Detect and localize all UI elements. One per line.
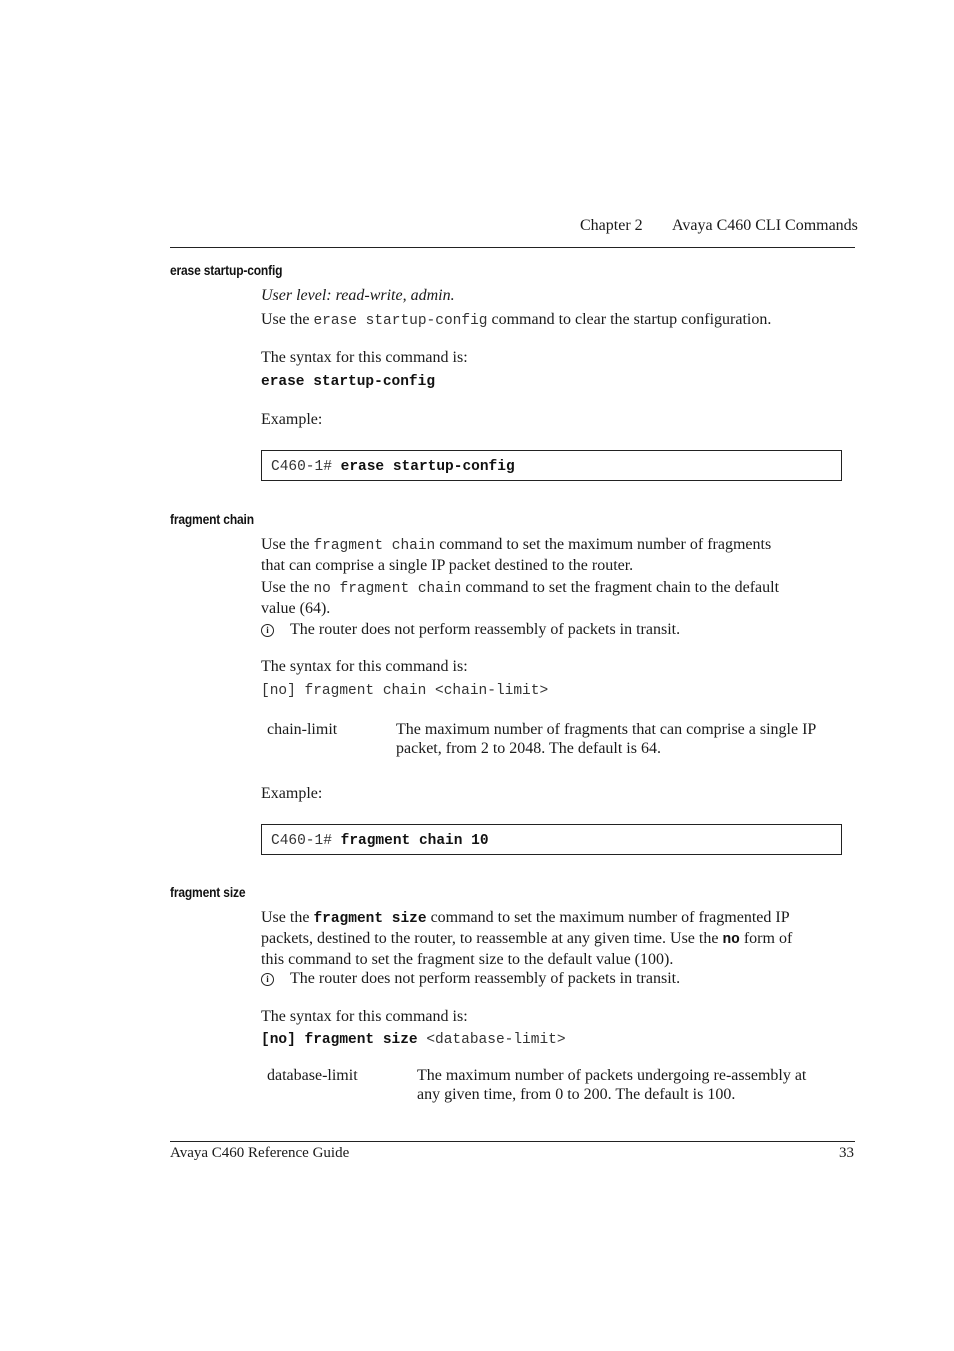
text: Use the xyxy=(261,579,314,596)
text: Use the xyxy=(261,909,314,926)
syntax-intro: The syntax for this command is: xyxy=(261,349,468,366)
inline-command: no xyxy=(722,932,740,948)
example-prompt: C460-1# xyxy=(271,459,341,475)
inline-command: fragment size xyxy=(313,911,427,927)
info-icon: i xyxy=(261,624,274,637)
section-heading-erase: erase startup-config xyxy=(170,262,283,278)
page-number: 33 xyxy=(839,1145,854,1161)
text: The maximum number of packets undergoing re-assembly at xyxy=(417,1067,807,1084)
syntax-command: [no] fragment chain <chain-limit> xyxy=(261,683,549,699)
syntax-argument: <database-limit> xyxy=(426,1032,566,1048)
note xyxy=(261,969,680,988)
example-box xyxy=(261,824,842,855)
text: command to set the maximum number of fragments xyxy=(435,536,772,553)
text: The maximum number of fragments that can comprise a single IP xyxy=(396,721,817,738)
example-label: Example: xyxy=(261,785,323,802)
param-name: database-limit xyxy=(267,1067,358,1084)
info-icon: i xyxy=(261,973,274,986)
note-text: The router does not perform reassembly of packets in transit. xyxy=(290,970,681,987)
param-name: chain-limit xyxy=(267,721,338,738)
param-description xyxy=(396,720,816,758)
text: this command to set the fragment size to the default value (100). xyxy=(261,951,674,968)
syntax-intro: The syntax for this command is: xyxy=(261,1008,468,1025)
example-command: erase startup-config xyxy=(340,459,515,475)
header-rule xyxy=(170,247,855,248)
inline-command: no fragment chain xyxy=(313,581,462,597)
note xyxy=(261,620,680,639)
text: command to clear the startup configuration. xyxy=(487,311,772,328)
example-command: fragment chain 10 xyxy=(340,833,489,849)
section-heading-fragment-chain: fragment chain xyxy=(170,511,254,527)
text: value (64). xyxy=(261,600,331,617)
text: command to set the fragment chain to the default xyxy=(461,579,780,596)
inline-command: fragment chain xyxy=(313,538,436,554)
text: that can comprise a single IP packet destined to the router. xyxy=(261,557,634,574)
footer-title: Avaya C460 Reference Guide xyxy=(170,1145,350,1161)
syntax-keywords: [no] fragment size xyxy=(261,1032,427,1048)
fragment-chain-default xyxy=(261,578,856,618)
syntax-intro: The syntax for this command is: xyxy=(261,658,468,675)
text: packets, destined to the router, to reassemble at any given time. Use the xyxy=(261,930,723,947)
syntax-command: erase startup-config xyxy=(261,374,436,390)
text: form of xyxy=(739,930,793,947)
section-heading-fragment-size: fragment size xyxy=(170,884,246,900)
text: any given time, from 0 to 200. The default is 100. xyxy=(417,1086,736,1103)
text: packet, from 2 to 2048. The default is 64. xyxy=(396,740,661,757)
user-level: User level: read-write, admin. xyxy=(261,287,455,304)
erase-description xyxy=(261,310,771,331)
param-description xyxy=(417,1066,806,1104)
inline-command: erase startup-config xyxy=(313,313,488,329)
text: command to set the maximum number of fragmented IP xyxy=(426,909,790,926)
example-box xyxy=(261,450,842,481)
fragment-chain-description xyxy=(261,535,856,575)
note-text: The router does not perform reassembly of packets in transit. xyxy=(290,621,681,638)
header-title: Avaya C460 CLI Commands xyxy=(672,217,858,234)
example-prompt: C460-1# xyxy=(271,833,341,849)
text: Use the xyxy=(261,311,314,328)
fragment-size-description xyxy=(261,908,792,969)
example-label: Example: xyxy=(261,411,323,428)
syntax-command xyxy=(261,1030,566,1048)
footer-rule xyxy=(170,1141,855,1142)
text: Use the xyxy=(261,536,314,553)
header-chapter: Chapter 2 xyxy=(580,217,643,234)
